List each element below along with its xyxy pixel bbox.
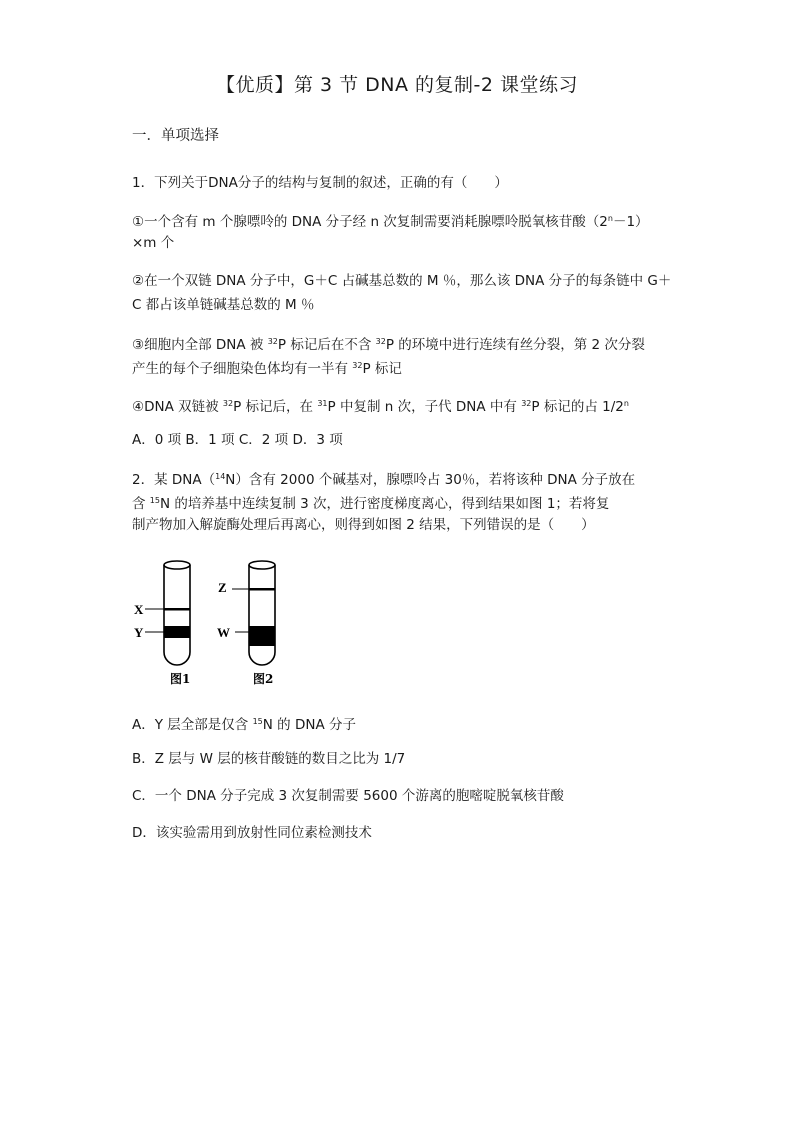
q1-statement-2-line1: ②在一个双链 DNA 分子中，G＋C 占碱基总数的 M ％，那么该 DNA 分子的每条链中 G＋ — [132, 273, 672, 289]
page-title: 【优质】第 3 节 DNA 的复制-2 课堂练习 — [215, 74, 579, 96]
tube-2-band-z — [249, 588, 275, 591]
label-w: W — [217, 625, 230, 640]
caption-figure-1: 图1 — [170, 672, 191, 686]
q1-statement-3-line2: 产生的每个子细胞染色体均有一半有 $^{32}$P 标记 — [132, 361, 402, 377]
q2-option-d: D．该实验需用到放射性同位素检测技术 — [132, 825, 372, 841]
q1-statement-4: ④DNA 双链被 $^{32}$P 标记后，在 $^{31}$P 中复制 n 次，子代 DNA 中有 $^{32}$P 标记的占 1/2$^n$ — [132, 399, 629, 415]
q2-option-c: C．一个 DNA 分子完成 3 次复制需要 5600 个游离的胞嘧啶脱氧核苷酸 — [132, 788, 564, 804]
tube-2 — [217, 561, 275, 686]
tube-1-band-y — [164, 626, 190, 638]
q2-stem-line3: 制产物加入解旋酶处理后再离心，则得到如图 2 结果，下列错误的是（ ） — [132, 517, 595, 533]
q2-stem-line1: 2．某 DNA（$^{14}$N）含有 2000 个碱基对，腺嘌呤占 30％，若将该种 DNA 分子放在 — [132, 472, 636, 488]
tube-1-band-x — [164, 608, 190, 611]
q2-stem-line2: 含 $^{15}$N 的培养基中连续复制 3 次，进行密度梯度离心，得到结果如图 1；若将复 — [132, 496, 610, 512]
q2-option-a: A．Y 层全部是仅含 $^{15}$N 的 DNA 分子 — [132, 717, 356, 733]
q1-options: A．0 项 B．1 项 C．2 项 D．3 项 — [132, 432, 343, 448]
tube-1 — [134, 561, 190, 686]
q1-statement-1-line1: ①一个含有 m 个腺嘌呤的 DNA 分子经 n 次复制需要消耗腺嘌呤脱氧核苷酸$(2^n-1)$ — [132, 214, 649, 230]
label-x: X — [134, 602, 144, 617]
q1-stem: 1．下列关于DNA分子的结构与复制的叙述，正确的有（ ） — [132, 175, 508, 191]
q1-statement-2-line2: C 都占该单链碱基总数的 M ％ — [132, 297, 315, 313]
section-heading: 一．单项选择 — [132, 128, 219, 144]
q1-statement-3-line1: ③细胞内全部 DNA 被 $^{32}$P 标记后在不含 $^{32}$P 的环境中进行连续有丝分裂，第 2 次分裂 — [132, 337, 645, 353]
label-y: Y — [134, 625, 144, 640]
q2-option-b: B．Z 层与 W 层的核苷酸链的数目之比为 1/7 — [132, 751, 406, 767]
centrifuge-tubes-figure — [125, 552, 295, 692]
label-z: Z — [218, 580, 227, 595]
caption-figure-2: 图2 — [253, 672, 274, 686]
tube-2-band-w — [249, 626, 275, 646]
q1-statement-1-line2: ×m 个 — [132, 235, 175, 251]
